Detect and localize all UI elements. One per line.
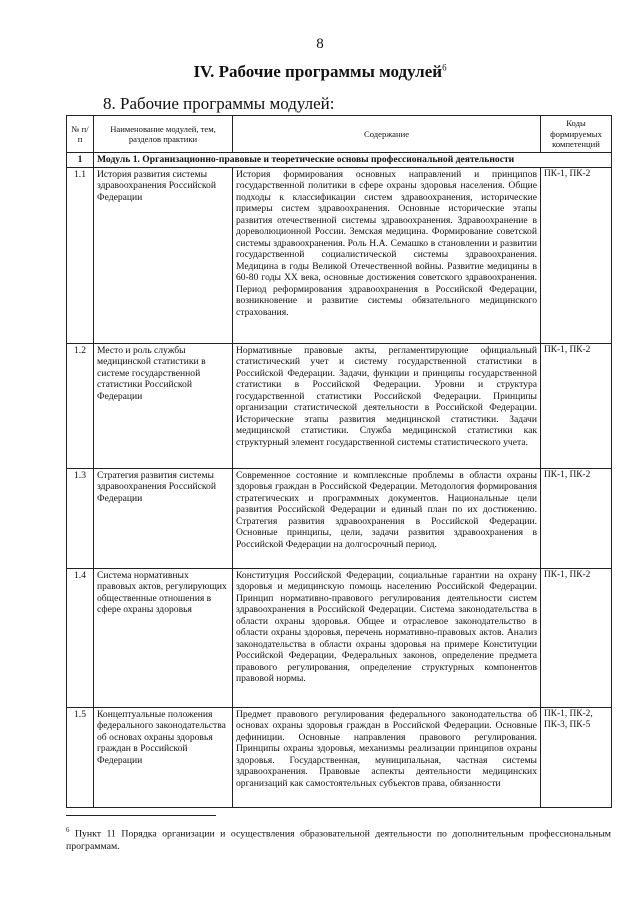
header-name: Наименование модулей, тем, разделов практики [94,116,233,153]
row-num: 1.4 [67,568,94,707]
row-content: Нормативные правовые акты, регламентирующие официальный статистический учет и систему государственной статистики в Российской Федерации. Задачи, функции и принципы государственной статистики в Российской Федерации. Уровни и структура государственной статистики Российской Федерации. Принципы организации статистической деятельности в Российской Федерации. Исторические этапы развития медицинской статистики. Задачи медицинской статистики. Служба медицинской статистики как структурный элемент государственной системы статистического учета. [233,343,541,468]
section-heading [0,62,640,82]
row-codes: ПК-1, ПК-2 [541,167,612,343]
table-row [67,343,612,468]
row-name: Стратегия развития системы здравоохранения Российской Федерации [94,468,233,568]
row-content: Конституция Российской Федерации, социальные гарантии на охрану здоровья и медицинскую помощь населению Российской Федерации. Принцип нормативно-правового регулирования деятельности систем здравоохранения в Российской Федерации. Система законодательства в области охраны здоровья. Общее и отраслевое законодательство в области охраны здоровья, перечень нормативно-правовых актов. Анализ законодательства в области охраны здоровья на примере Конституции Российской Федерации, Федеральных законов, определение предмета правового регулирования, определение структурных компонентов правовой нормы. [233,568,541,707]
row-content: История формирования основных направлений и принципов государственной политики в сфере охраны здоровья населения. Общие подходы к классификации систем здравоохранения, исторические примеры систем здравоохранения. Основные исторические этапы развития отечественной системы здравоохранения. Здравоохранение в дореволюционной России. Земская медицина. Формирование советской системы здравоохранения. Роль Н.А. Семашко в становлении и развитии государственной социалистической системы здравоохранения. Медицина в годы Великой Отечественной войны. Развитие медицины в 60-80 годы XX века, основные достижения советского здравоохранения. Период реформирования здравоохранения в Российской Федерации, возникновение и развитие системы обязательного медицинского страхования. [233,167,541,343]
table-row [67,707,612,807]
row-num: 1.3 [67,468,94,568]
section-heading-text: IV. Рабочие программы модулей [193,62,443,81]
row-name: Место и роль службы медицинской статистики в системе государственной статистики Российской Федерации [94,343,233,468]
module-title: Модуль 1. Организационно-правовые и теоретические основы профессиональной деятельности [94,153,612,168]
row-name: Система нормативных правовых актов, регулирующих общественные отношения в сфере охраны здоровья [94,568,233,707]
table-header-row [67,116,612,153]
row-codes: ПК-1, ПК-2, ПК-3, ПК-5 [541,707,612,807]
footnote [66,824,611,853]
row-num: 1.1 [67,167,94,343]
table-row [67,468,612,568]
row-num: 1.2 [67,343,94,468]
table-row [67,167,612,343]
row-content: Современное состояние и комплексные проблемы в области охраны здоровья граждан в Российской Федерации. Методология формирования стратегических и программных документов. Национальные цели развития Российской Федерации и единый план по их достижению. Стратегия развития здравоохранения в Российской Федерации. Основные принципы, цели, задачи развития здравоохранения в Российской Федерации на долгосрочный период. [233,468,541,568]
row-content: Предмет правового регулирования федерального законодательства об основах охраны здоровья граждан в Российской Федерации. Основные дефиниции. Основные направления правового регулирования. Принципы охраны здоровья, механизмы реализации принципов охраны здоровья. Государственная, муниципальная, частная системы здравоохранения. Правовые аспекты деятельности медицинских организаций как самостоятельных субъектов права, обязанности [233,707,541,807]
module-row [67,153,612,168]
header-codes: Коды формируемых компетенций [541,116,612,153]
module-num: 1 [67,153,94,168]
table-row [67,568,612,707]
section-subheading: 8. Рабочие программы модулей: [103,94,335,113]
page-number: 8 [316,36,324,52]
row-name: История развития системы здравоохранения Российской Федерации [94,167,233,343]
heading-footnote-mark: 6 [442,62,447,73]
row-codes: ПК-1, ПК-2 [541,468,612,568]
footnote-mark: 6 [66,826,70,834]
header-num: № п/п [67,116,94,153]
footnote-divider [66,815,216,816]
programs-table [66,115,612,808]
row-num: 1.5 [67,707,94,807]
row-name: Концептуальные положения федерального законодательства об основах охраны здоровья граждан в Российской Федерации [94,707,233,807]
row-codes: ПК-1, ПК-2 [541,343,612,468]
footnote-text: Пункт 11 Порядка организации и осуществления образовательной деятельности по дополнительным профессиональным программам. [66,828,611,853]
row-codes: ПК-1, ПК-2 [541,568,612,707]
header-content: Содержание [233,116,541,153]
